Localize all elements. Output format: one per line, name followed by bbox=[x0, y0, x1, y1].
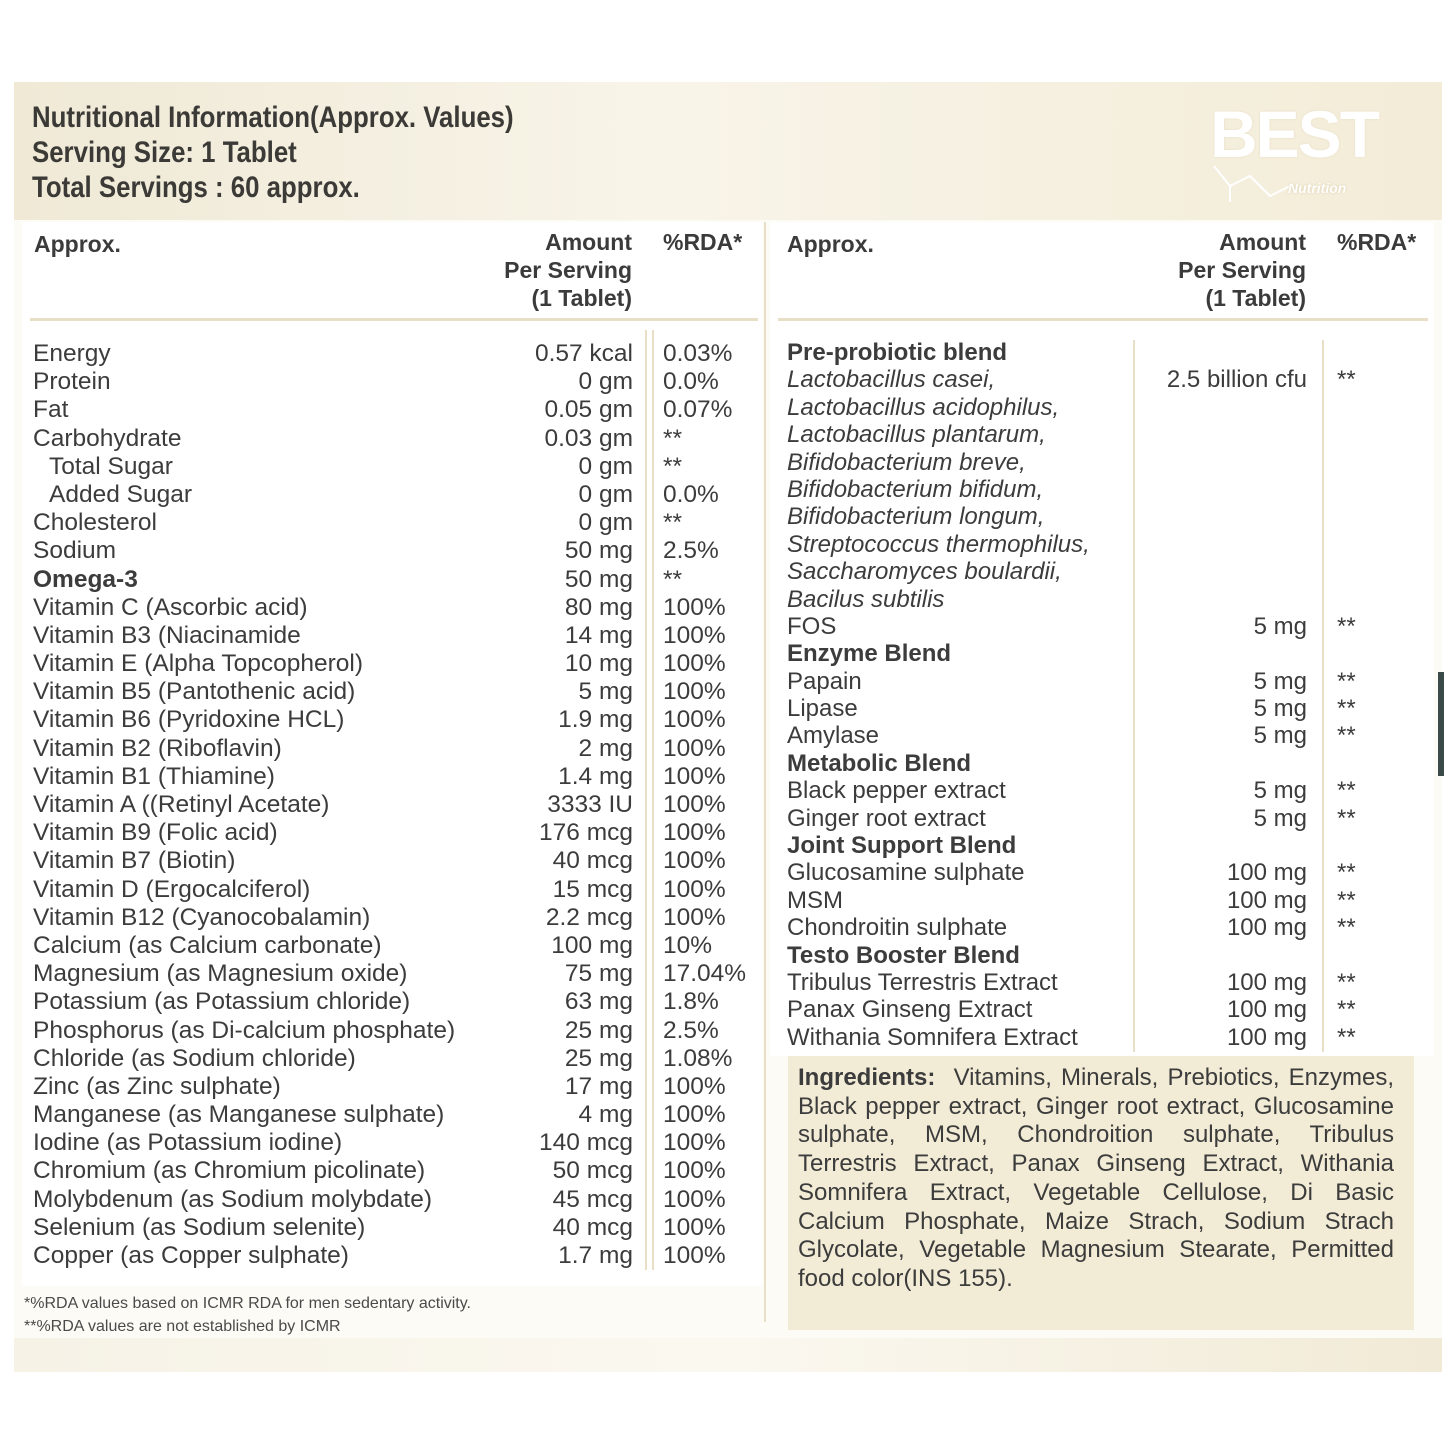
nutrient-rda: ** bbox=[1337, 366, 1356, 394]
nutrient-amount: 25 mg bbox=[564, 1016, 633, 1044]
nutrient-name: Lipase bbox=[787, 695, 858, 723]
table-row bbox=[787, 887, 1427, 914]
nutrient-name: Magnesium (as Magnesium oxide) bbox=[33, 960, 408, 988]
nutrient-name: Vitamin C (Ascorbic acid) bbox=[33, 593, 308, 621]
ingredients-text bbox=[798, 1064, 1394, 1294]
nutrient-rda: ** bbox=[1337, 612, 1356, 640]
nutrient-name: Testo Booster Blend bbox=[787, 941, 1020, 969]
brand-logo bbox=[1210, 96, 1410, 206]
table-row bbox=[787, 449, 1427, 476]
nutrient-amount: 100 mg bbox=[1226, 914, 1307, 942]
nutrient-name: Ginger root extract bbox=[787, 804, 986, 832]
table-row bbox=[33, 1017, 758, 1045]
nutrient-rda: 0.07% bbox=[663, 396, 733, 424]
nutrient-name: Cholesterol bbox=[33, 509, 157, 537]
nutrient-rda: 0.0% bbox=[663, 368, 719, 396]
table-row bbox=[787, 366, 1427, 393]
table-row bbox=[787, 942, 1427, 969]
nutrient-name: Vitamin D (Ergocalciferol) bbox=[33, 875, 311, 903]
nutrient-rda: ** bbox=[1337, 968, 1356, 996]
nutrient-amount: 45 mcg bbox=[552, 1185, 633, 1213]
table-row bbox=[33, 1101, 758, 1129]
nutrient-amount: 14 mg bbox=[564, 621, 633, 649]
table-row bbox=[33, 650, 758, 678]
nutrient-rda: 100% bbox=[663, 875, 726, 903]
right-col-name: Approx. bbox=[787, 231, 874, 257]
nutrient-amount: 0.05 gm bbox=[544, 396, 633, 424]
nutrient-rda: 100% bbox=[663, 791, 726, 818]
nutrient-name: Tribulus Terrestris Extract bbox=[787, 968, 1058, 996]
nutrient-amount: 176 mcg bbox=[539, 819, 633, 847]
right-col-amount-3: (1 Tablet) bbox=[1205, 285, 1306, 311]
footnote-rda: *%RDA values based on ICMR RDA for men sedentary activity. bbox=[24, 1295, 471, 1312]
table-row bbox=[787, 750, 1427, 777]
nutrient-rda: 100% bbox=[663, 903, 726, 931]
nutrient-amount: 25 mg bbox=[564, 1044, 633, 1072]
nutrient-name: Streptococcus thermophilus, bbox=[787, 530, 1090, 558]
nutrient-amount: 1.4 mg bbox=[558, 762, 633, 790]
table-row bbox=[787, 640, 1427, 667]
nutrient-rda: 100% bbox=[663, 1213, 726, 1241]
table-row bbox=[787, 668, 1427, 695]
nutrient-name: Molybdenum (as Sodium molybdate) bbox=[33, 1185, 432, 1213]
nutrient-name: FOS bbox=[787, 612, 837, 640]
nutrient-amount: 5 mg bbox=[1253, 804, 1307, 832]
nutrient-amount: 5 mg bbox=[1253, 667, 1307, 695]
nutrient-amount: 0.57 kcal bbox=[534, 340, 633, 367]
nutrient-amount: 75 mg bbox=[564, 960, 633, 988]
nutrient-rda: ** bbox=[1337, 859, 1356, 887]
nutrient-name: Withania Somnifera Extract bbox=[787, 1023, 1078, 1051]
footnote-not-established: **%RDA values are not established by ICMR bbox=[24, 1318, 341, 1335]
nutrient-name: Vitamin B7 (Biotin) bbox=[33, 847, 236, 875]
nutrient-name: Carbohydrate bbox=[33, 424, 182, 452]
table-row bbox=[787, 969, 1427, 996]
right-col-rda: %RDA* bbox=[1337, 229, 1417, 255]
nutrient-amount: 50 mcg bbox=[552, 1157, 633, 1185]
nutrient-rda: 100% bbox=[663, 1157, 726, 1185]
bottom-band bbox=[14, 1338, 1442, 1372]
nutrient-name: Copper (as Copper sulphate) bbox=[33, 1242, 349, 1269]
table-row bbox=[33, 678, 758, 706]
nutrient-amount: 2.5 billion cfu bbox=[1166, 366, 1307, 394]
nutrient-rda: 100% bbox=[663, 678, 726, 706]
nutrient-amount: 5 mg bbox=[1253, 722, 1307, 750]
nutrient-name: Saccharomyces boulardii, bbox=[787, 558, 1062, 586]
table-row bbox=[787, 914, 1427, 941]
nutrient-name: Vitamin B3 (Niacinamide bbox=[33, 621, 301, 649]
nutrient-amount: 4 mg bbox=[578, 1101, 633, 1129]
nutrient-name: Sodium bbox=[33, 537, 117, 565]
nutrient-rda: ** bbox=[1337, 695, 1356, 723]
table-row bbox=[33, 988, 758, 1016]
nutrient-name: Vitamin A ((Retinyl Acetate) bbox=[33, 791, 330, 818]
table-row bbox=[33, 904, 758, 932]
nutrient-rda: 100% bbox=[663, 621, 726, 649]
nutrient-amount: 2 mg bbox=[578, 734, 633, 762]
nutrient-amount: 100 mg bbox=[1226, 886, 1307, 914]
brand-name: BEST bbox=[1210, 97, 1379, 171]
nutrient-name: Chondroitin sulphate bbox=[787, 914, 1008, 942]
nutrient-name: Joint Support Blend bbox=[787, 832, 1017, 860]
nutrient-name: Papain bbox=[787, 667, 862, 695]
nutrient-name: Black pepper extract bbox=[787, 777, 1006, 805]
table-row bbox=[787, 421, 1427, 448]
nutrient-amount: 2.2 mcg bbox=[545, 903, 633, 931]
table-row bbox=[33, 537, 758, 565]
nutrient-rda: 100% bbox=[663, 1242, 726, 1269]
nutrient-rda: 100% bbox=[663, 734, 726, 762]
right-table-rows bbox=[787, 339, 1427, 1051]
table-row bbox=[33, 622, 758, 650]
nutrient-rda: ** bbox=[1337, 1023, 1356, 1051]
table-row bbox=[33, 876, 758, 904]
nutrient-name: Potassium (as Potassium chloride) bbox=[33, 988, 411, 1016]
nutrient-rda: 100% bbox=[663, 1185, 726, 1213]
footnotes bbox=[24, 1292, 471, 1338]
table-row bbox=[787, 777, 1427, 804]
nutrient-rda: 100% bbox=[663, 1129, 726, 1157]
nutrient-amount: 50 mg bbox=[564, 537, 633, 565]
nutrient-amount: 100 mg bbox=[1226, 968, 1307, 996]
brand-sub: Nutrition bbox=[1288, 180, 1347, 196]
left-table-rows bbox=[33, 340, 758, 1270]
nutrient-amount: 80 mg bbox=[564, 593, 633, 621]
nutrient-name: Manganese (as Manganese sulphate) bbox=[33, 1101, 445, 1129]
nutrient-rda: 100% bbox=[663, 650, 726, 678]
nutrient-amount: 5 mg bbox=[1253, 695, 1307, 723]
table-row bbox=[33, 368, 758, 396]
nutrient-rda: ** bbox=[663, 452, 683, 480]
nutrient-name: Vitamin B9 (Folic acid) bbox=[33, 819, 278, 847]
table-row bbox=[787, 339, 1427, 366]
nutrient-rda: ** bbox=[663, 565, 683, 593]
nutrient-rda: 100% bbox=[663, 762, 726, 790]
nutrient-name: Phosphorus (as Di-calcium phosphate) bbox=[33, 1016, 456, 1044]
nutrient-amount: 0 gm bbox=[578, 509, 633, 537]
ingredients-label: Ingredients: bbox=[798, 1064, 936, 1091]
nutrient-name: Added Sugar bbox=[49, 480, 193, 508]
table-row bbox=[787, 805, 1427, 832]
nutrient-amount: 5 mg bbox=[1253, 777, 1307, 805]
nutrient-amount: 3333 IU bbox=[547, 791, 633, 818]
table-row bbox=[787, 859, 1427, 886]
table-row bbox=[33, 340, 758, 368]
right-header-rule bbox=[778, 318, 1428, 321]
table-row bbox=[787, 394, 1427, 421]
nutrient-name: Fat bbox=[33, 396, 69, 424]
nutrient-amount: 5 mg bbox=[1253, 612, 1307, 640]
nutrient-name: Panax Ginseng Extract bbox=[787, 996, 1033, 1024]
left-col-amount-3: (1 Tablet) bbox=[531, 285, 632, 311]
table-row bbox=[787, 695, 1427, 722]
nutrient-rda: 1.08% bbox=[663, 1044, 733, 1072]
table-row bbox=[33, 847, 758, 875]
left-col-amount-2: Per Serving bbox=[504, 257, 632, 283]
nutrient-amount: 50 mg bbox=[564, 565, 633, 593]
nutrient-rda: ** bbox=[1337, 914, 1356, 942]
left-col-rda: %RDA* bbox=[663, 229, 743, 255]
nutrient-name: Glucosamine sulphate bbox=[787, 859, 1025, 887]
table-row bbox=[33, 1214, 758, 1242]
table-row bbox=[787, 832, 1427, 859]
table-row bbox=[787, 558, 1427, 585]
left-right-divider bbox=[764, 222, 766, 1322]
nutrition-header bbox=[32, 100, 514, 205]
table-row bbox=[33, 481, 758, 509]
nutrient-name: Vitamin B2 (Riboflavin) bbox=[33, 734, 282, 762]
nutrient-amount: 17 mg bbox=[564, 1072, 633, 1100]
nutrient-rda: 1.8% bbox=[663, 988, 719, 1016]
nutrient-rda: ** bbox=[1337, 722, 1356, 750]
nutrient-rda: 0.0% bbox=[663, 480, 719, 508]
nutrient-name: Vitamin B5 (Pantothenic acid) bbox=[33, 678, 356, 706]
left-header-rule bbox=[30, 318, 758, 321]
table-row bbox=[787, 996, 1427, 1023]
nutrient-name: Chloride (as Sodium chloride) bbox=[33, 1044, 356, 1072]
nutrient-rda: ** bbox=[1337, 996, 1356, 1024]
nutrient-rda: 17.04% bbox=[663, 960, 747, 988]
nutrient-name: Chromium (as Chromium picolinate) bbox=[33, 1157, 426, 1185]
right-col-amount-1: Amount bbox=[1219, 229, 1306, 255]
nutrient-rda: 2.5% bbox=[663, 537, 719, 565]
table-row bbox=[33, 791, 758, 819]
nutrient-rda: 2.5% bbox=[663, 1016, 719, 1044]
table-row bbox=[787, 1024, 1427, 1051]
header-title: Nutritional Information(Approx. Values) bbox=[32, 101, 514, 134]
nutrient-amount: 63 mg bbox=[564, 988, 633, 1016]
nutrient-amount: 0 gm bbox=[578, 452, 633, 480]
table-row bbox=[33, 763, 758, 791]
nutrient-rda: 100% bbox=[663, 819, 726, 847]
nutrient-rda: ** bbox=[663, 424, 683, 452]
nutrient-rda: ** bbox=[1337, 777, 1356, 805]
nutrient-rda: 100% bbox=[663, 1072, 726, 1100]
table-row bbox=[787, 586, 1427, 613]
nutrient-amount: 140 mcg bbox=[539, 1129, 633, 1157]
nutrient-amount: 100 mg bbox=[1226, 1023, 1307, 1051]
nutrient-name: Vitamin B6 (Pyridoxine HCL) bbox=[33, 706, 345, 734]
right-col-amount-2: Per Serving bbox=[1178, 257, 1306, 283]
table-row bbox=[33, 566, 758, 594]
table-row bbox=[33, 594, 758, 622]
ingredients-box bbox=[788, 1056, 1414, 1330]
table-row bbox=[33, 1045, 758, 1073]
nutrient-amount: 100 mg bbox=[1226, 859, 1307, 887]
nutrient-rda: 100% bbox=[663, 593, 726, 621]
nutrient-amount: 1.9 mg bbox=[558, 706, 633, 734]
nutrient-rda: ** bbox=[663, 509, 683, 537]
nutrient-amount: 40 mcg bbox=[552, 847, 633, 875]
nutrient-rda: ** bbox=[1337, 886, 1356, 914]
table-row bbox=[33, 706, 758, 734]
table-row bbox=[33, 960, 758, 988]
nutrient-amount: 0 gm bbox=[578, 480, 633, 508]
nutrient-name: Lactobacillus acidophilus, bbox=[787, 393, 1060, 421]
table-row bbox=[33, 1186, 758, 1214]
nutrient-amount: 1.7 mg bbox=[558, 1242, 633, 1269]
nutrient-amount: 100 mg bbox=[551, 931, 633, 959]
molecule-icon bbox=[1210, 156, 1300, 206]
nutrient-name: Protein bbox=[33, 368, 111, 396]
nutrient-amount: 15 mcg bbox=[552, 875, 633, 903]
nutrient-rda: 0.03% bbox=[663, 340, 733, 367]
nutrient-amount: 100 mg bbox=[1226, 996, 1307, 1024]
nutrient-amount: 0.03 gm bbox=[544, 424, 633, 452]
nutrient-rda: 100% bbox=[663, 1101, 726, 1129]
nutrient-name: Vitamin B1 (Thiamine) bbox=[33, 762, 275, 790]
nutrient-name: Bifidobacterium bifidum, bbox=[787, 475, 1044, 503]
left-col-amount-1: Amount bbox=[545, 229, 632, 255]
nutrient-name: Iodine (as Potassium iodine) bbox=[33, 1129, 343, 1157]
nutrient-name: Energy bbox=[33, 340, 111, 367]
nutrient-name: Vitamin B12 (Cyanocobalamin) bbox=[33, 903, 371, 931]
table-row bbox=[33, 453, 758, 481]
table-row bbox=[33, 396, 758, 424]
table-row bbox=[33, 425, 758, 453]
nutrient-name: Zinc (as Zinc sulphate) bbox=[33, 1072, 281, 1100]
nutrient-rda: ** bbox=[1337, 667, 1356, 695]
total-servings: Total Servings : 60 approx. bbox=[32, 171, 360, 204]
nutrient-name: Bifidobacterium breve, bbox=[787, 448, 1026, 476]
table-row bbox=[33, 735, 758, 763]
nutrient-amount: 0 gm bbox=[578, 368, 633, 396]
nutrient-name: Metabolic Blend bbox=[787, 749, 972, 777]
table-row bbox=[33, 1242, 758, 1270]
table-row bbox=[787, 531, 1427, 558]
table-row bbox=[787, 613, 1427, 640]
left-col-amount bbox=[470, 228, 632, 312]
table-row bbox=[787, 476, 1427, 503]
nutrient-amount: 40 mcg bbox=[552, 1213, 633, 1241]
nutrient-name: Selenium (as Sodium selenite) bbox=[33, 1213, 366, 1241]
nutrient-amount: 10 mg bbox=[564, 650, 633, 678]
left-col-name: Approx. bbox=[34, 231, 121, 257]
nutrient-rda: 10% bbox=[663, 931, 713, 959]
table-row bbox=[33, 932, 758, 960]
nutrient-rda: 100% bbox=[663, 847, 726, 875]
table-row bbox=[33, 1129, 758, 1157]
edge-tab bbox=[1438, 672, 1444, 776]
nutrient-rda: 100% bbox=[663, 706, 726, 734]
nutrient-rda: ** bbox=[1337, 804, 1356, 832]
nutrient-name: Pre-probiotic blend bbox=[787, 339, 1008, 366]
nutrient-name: Lactobacillus plantarum, bbox=[787, 421, 1046, 449]
nutrient-name: Amylase bbox=[787, 722, 880, 750]
ingredients-list: Vitamins, Minerals, Prebiotics, Enzymes, Black pepper extract, Ginger root extract, Glucosamine sulphate, MSM, Chondroition sulphate, Tribulus Terrestris Extract, Panax Ginseng Extract, Withania Somnifera Extract, Vegetable Cellulose, Di Basic Calcium Phosphate, Maize Strach, Sodium Strach Glycolate, Vegetable Magnesium Stearate, Permitted food color(INS 155). bbox=[798, 1064, 1394, 1292]
nutrient-name: Lactobacillus casei, bbox=[787, 366, 996, 394]
right-col-amount bbox=[1140, 228, 1306, 312]
nutrient-name: Omega-3 bbox=[33, 565, 138, 593]
table-row bbox=[787, 722, 1427, 749]
table-row bbox=[33, 819, 758, 847]
nutrient-amount: 5 mg bbox=[578, 678, 633, 706]
nutrient-name: MSM bbox=[787, 886, 843, 914]
table-row bbox=[787, 503, 1427, 530]
nutrient-name: Bacilus subtilis bbox=[787, 585, 945, 613]
nutrient-name: Total Sugar bbox=[49, 452, 173, 480]
table-row bbox=[33, 1073, 758, 1101]
serving-size: Serving Size: 1 Tablet bbox=[32, 136, 297, 169]
nutrient-name: Vitamin E (Alpha Topcopherol) bbox=[33, 650, 364, 678]
nutrient-name: Bifidobacterium longum, bbox=[787, 503, 1045, 531]
nutrient-name: Calcium (as Calcium carbonate) bbox=[33, 931, 382, 959]
table-row bbox=[33, 509, 758, 537]
table-row bbox=[33, 1157, 758, 1185]
nutrient-name: Enzyme Blend bbox=[787, 640, 952, 668]
